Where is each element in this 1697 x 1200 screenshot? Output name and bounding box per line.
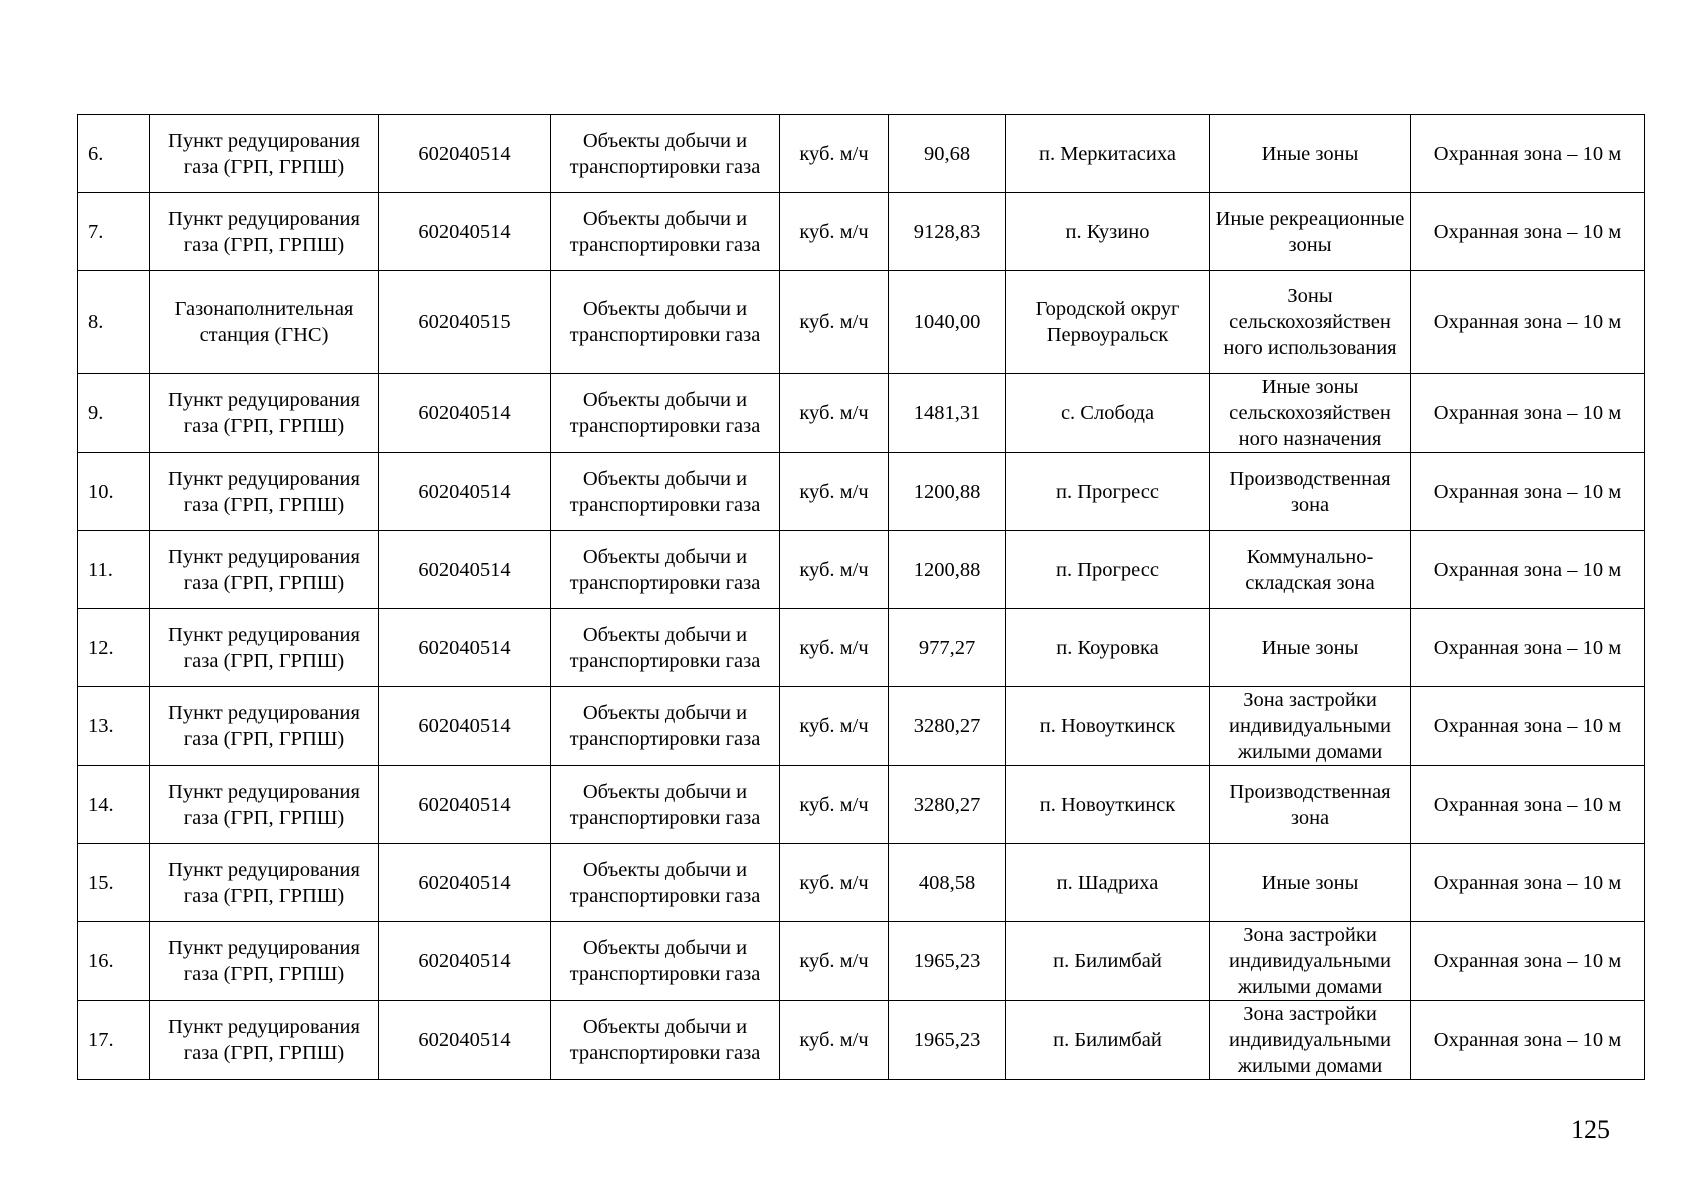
table-row [78,271,1645,374]
object-type-cell: Объекты добычи и транспортировки газа [551,922,780,1001]
capacity-value-cell: 3280,27 [889,766,1006,844]
capacity-value-cell: 1965,23 [889,1001,1006,1080]
location-cell: п. Прогресс [1006,531,1210,609]
unit-cell: куб. м/ч [780,271,889,374]
objects-table [77,114,1645,1080]
object-name-cell: Пункт редуцирования газа (ГРП, ГРПШ) [150,922,379,1001]
object-name-cell: Пункт редуцирования газа (ГРП, ГРПШ) [150,193,379,271]
row-number: 15. [78,844,150,922]
capacity-value-cell: 1965,23 [889,922,1006,1001]
object-code-cell: 602040514 [379,766,551,844]
object-type-cell: Объекты добычи и транспортировки газа [551,453,780,531]
protection-zone-cell: Охранная зона – 10 м [1411,115,1645,193]
table-row [78,766,1645,844]
page-number: 125 [1571,1115,1610,1144]
row-number: 14. [78,766,150,844]
object-code-cell: 602040514 [379,687,551,766]
object-code-cell: 602040514 [379,115,551,193]
object-code-cell: 602040514 [379,193,551,271]
zone-cell: Зоны сельскохозяйствен ного использования [1210,271,1411,374]
object-name-cell: Газонаполнительная станция (ГНС) [150,271,379,374]
table-row [78,531,1645,609]
protection-zone-cell: Охранная зона – 10 м [1411,609,1645,687]
object-type-cell: Объекты добычи и транспортировки газа [551,687,780,766]
zone-cell: Иные рекреационные зоны [1210,193,1411,271]
object-code-cell: 602040514 [379,922,551,1001]
object-name-cell: Пункт редуцирования газа (ГРП, ГРПШ) [150,844,379,922]
object-code-cell: 602040514 [379,1001,551,1080]
unit-cell: куб. м/ч [780,844,889,922]
location-cell: п. Новоуткинск [1006,766,1210,844]
object-name-cell: Пункт редуцирования газа (ГРП, ГРПШ) [150,1001,379,1080]
table-row [78,687,1645,766]
object-code-cell: 602040514 [379,844,551,922]
object-type-cell: Объекты добычи и транспортировки газа [551,1001,780,1080]
capacity-value-cell: 9128,83 [889,193,1006,271]
unit-cell: куб. м/ч [780,766,889,844]
row-number: 9. [78,374,150,453]
unit-cell: куб. м/ч [780,193,889,271]
protection-zone-cell: Охранная зона – 10 м [1411,271,1645,374]
table-row [78,453,1645,531]
object-name-cell: Пункт редуцирования газа (ГРП, ГРПШ) [150,531,379,609]
unit-cell: куб. м/ч [780,531,889,609]
object-type-cell: Объекты добычи и транспортировки газа [551,374,780,453]
object-name-cell: Пункт редуцирования газа (ГРП, ГРПШ) [150,453,379,531]
object-name-cell: Пункт редуцирования газа (ГРП, ГРПШ) [150,374,379,453]
location-cell: Городской округ Первоуральск [1006,271,1210,374]
protection-zone-cell: Охранная зона – 10 м [1411,766,1645,844]
unit-cell: куб. м/ч [780,115,889,193]
object-code-cell: 602040514 [379,609,551,687]
object-type-cell: Объекты добычи и транспортировки газа [551,766,780,844]
unit-cell: куб. м/ч [780,609,889,687]
capacity-value-cell: 1200,88 [889,453,1006,531]
table-row [78,1001,1645,1080]
location-cell: п. Шадриха [1006,844,1210,922]
unit-cell: куб. м/ч [780,922,889,1001]
protection-zone-cell: Охранная зона – 10 м [1411,193,1645,271]
zone-cell: Производственная зона [1210,453,1411,531]
row-number: 17. [78,1001,150,1080]
protection-zone-cell: Охранная зона – 10 м [1411,531,1645,609]
table-body [78,115,1645,1080]
zone-cell: Производственная зона [1210,766,1411,844]
object-name-cell: Пункт редуцирования газа (ГРП, ГРПШ) [150,687,379,766]
zone-cell: Иные зоны [1210,844,1411,922]
location-cell: п. Новоуткинск [1006,687,1210,766]
location-cell: п. Прогресс [1006,453,1210,531]
row-number: 12. [78,609,150,687]
location-cell: п. Билимбай [1006,922,1210,1001]
row-number: 8. [78,271,150,374]
protection-zone-cell: Охранная зона – 10 м [1411,374,1645,453]
capacity-value-cell: 3280,27 [889,687,1006,766]
object-type-cell: Объекты добычи и транспортировки газа [551,609,780,687]
zone-cell: Зона застройки индивидуальными жилыми домами [1210,1001,1411,1080]
object-code-cell: 602040515 [379,271,551,374]
table-row [78,193,1645,271]
object-name-cell: Пункт редуцирования газа (ГРП, ГРПШ) [150,609,379,687]
capacity-value-cell: 1200,88 [889,531,1006,609]
location-cell: п. Кузино [1006,193,1210,271]
location-cell: п. Билимбай [1006,1001,1210,1080]
object-type-cell: Объекты добычи и транспортировки газа [551,193,780,271]
capacity-value-cell: 90,68 [889,115,1006,193]
capacity-value-cell: 408,58 [889,844,1006,922]
protection-zone-cell: Охранная зона – 10 м [1411,453,1645,531]
table-row [78,609,1645,687]
object-type-cell: Объекты добычи и транспортировки газа [551,531,780,609]
unit-cell: куб. м/ч [780,687,889,766]
unit-cell: куб. м/ч [780,453,889,531]
zone-cell: Иные зоны [1210,609,1411,687]
object-code-cell: 602040514 [379,453,551,531]
row-number: 13. [78,687,150,766]
row-number: 11. [78,531,150,609]
protection-zone-cell: Охранная зона – 10 м [1411,922,1645,1001]
protection-zone-cell: Охранная зона – 10 м [1411,687,1645,766]
protection-zone-cell: Охранная зона – 10 м [1411,1001,1645,1080]
object-code-cell: 602040514 [379,374,551,453]
unit-cell: куб. м/ч [780,374,889,453]
row-number: 7. [78,193,150,271]
zone-cell: Зона застройки индивидуальными жилыми домами [1210,687,1411,766]
object-type-cell: Объекты добычи и транспортировки газа [551,271,780,374]
unit-cell: куб. м/ч [780,1001,889,1080]
table-row [78,922,1645,1001]
capacity-value-cell: 1040,00 [889,271,1006,374]
location-cell: п. Коуровка [1006,609,1210,687]
row-number: 16. [78,922,150,1001]
object-type-cell: Объекты добычи и транспортировки газа [551,115,780,193]
zone-cell: Коммунально-складская зона [1210,531,1411,609]
object-name-cell: Пункт редуцирования газа (ГРП, ГРПШ) [150,115,379,193]
location-cell: п. Меркитасиха [1006,115,1210,193]
table-row [78,374,1645,453]
table-row [78,844,1645,922]
location-cell: с. Слобода [1006,374,1210,453]
capacity-value-cell: 977,27 [889,609,1006,687]
table-row [78,115,1645,193]
row-number: 6. [78,115,150,193]
row-number: 10. [78,453,150,531]
zone-cell: Иные зоны сельскохозяйствен ного назначения [1210,374,1411,453]
zone-cell: Иные зоны [1210,115,1411,193]
zone-cell: Зона застройки индивидуальными жилыми домами [1210,922,1411,1001]
object-type-cell: Объекты добычи и транспортировки газа [551,844,780,922]
protection-zone-cell: Охранная зона – 10 м [1411,844,1645,922]
capacity-value-cell: 1481,31 [889,374,1006,453]
object-code-cell: 602040514 [379,531,551,609]
object-name-cell: Пункт редуцирования газа (ГРП, ГРПШ) [150,766,379,844]
